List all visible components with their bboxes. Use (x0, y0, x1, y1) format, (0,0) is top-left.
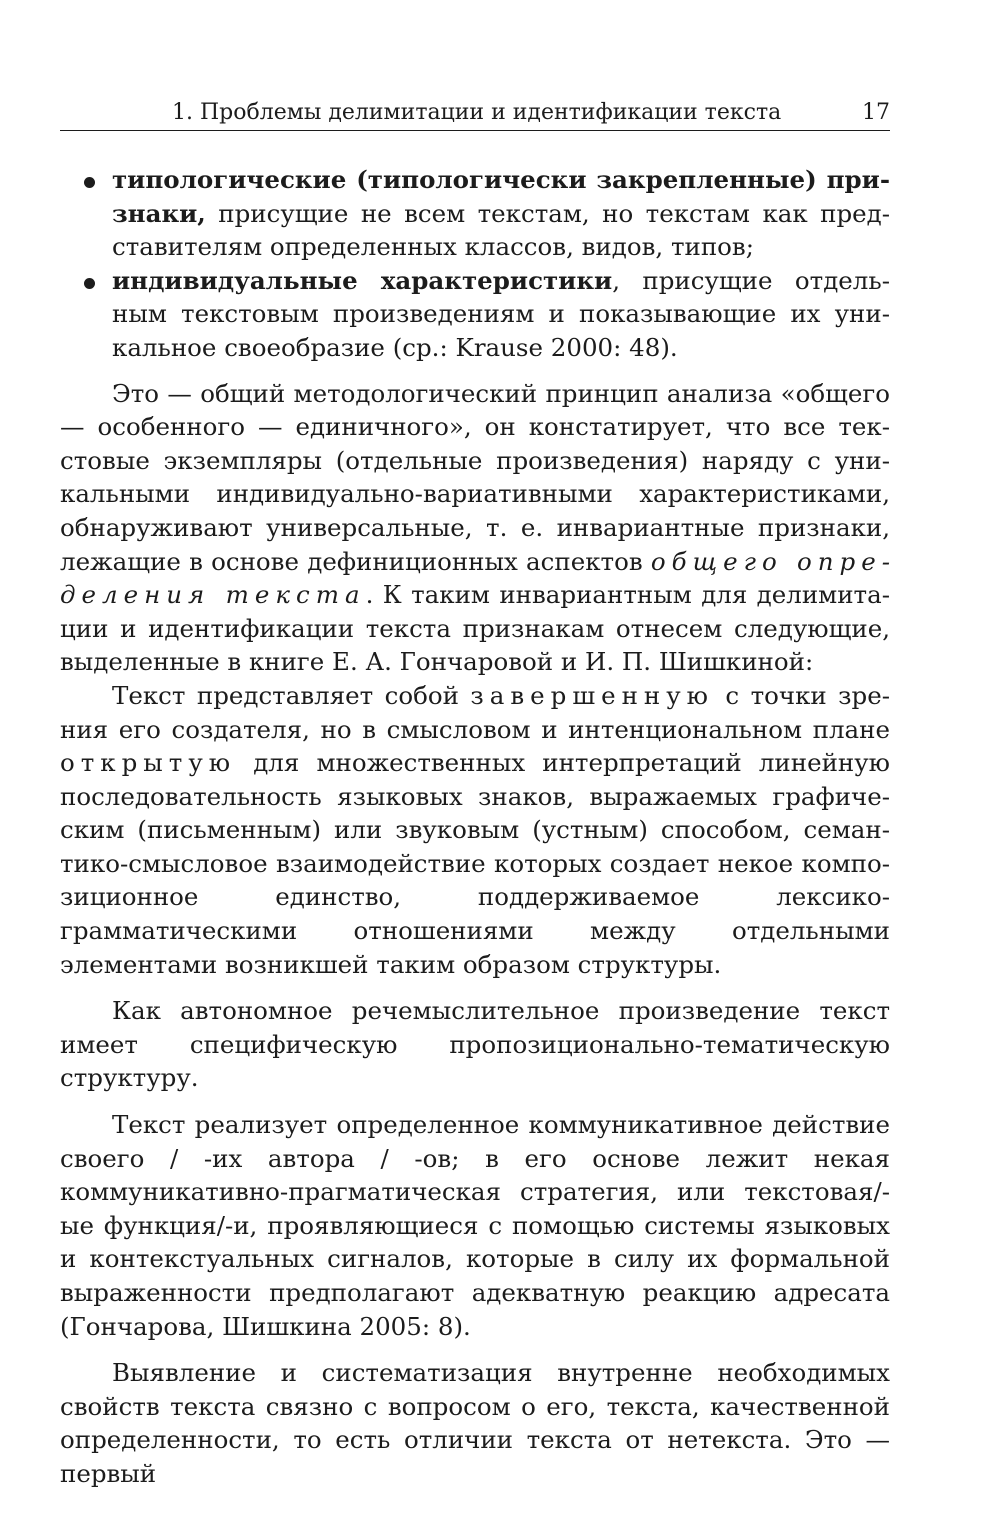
page-body (60, 163, 890, 1491)
bullet-icon (84, 177, 95, 188)
list-item (60, 264, 890, 365)
paragraph-systematization (60, 1356, 890, 1490)
bullet-term: типологические (типологически закрепленные) признаки, (112, 165, 890, 228)
paragraph-methodology (60, 377, 890, 679)
emphasis-term: завершенную (470, 680, 714, 710)
paragraph-text: с точки зрения его создателя, но в смысловом и интенциональном плане (60, 680, 890, 744)
page-number: 17 (862, 100, 890, 125)
bullet-text: , присущие отдельным текстовым произведениям и показывающие их уникальное своеобразие (ср.: Krause 2000: 48). (112, 265, 890, 362)
paragraph-text: Как автономное речемыслительное произведение текст имеет специфическую пропозиционально-тематическую структуру. (60, 996, 890, 1093)
bullet-icon (84, 278, 95, 289)
paragraph-text: Текст реализует определенное коммуникативное действие своего / -их автора / -ов; в его основе лежит некая коммуникативно-прагматическая стратегия, или текстовая/-ые функция/-и, проявляющиеся с помощью системы языковых и контекстуальных сигналов, которые в силу их формальной выраженности предполагают адекватную реакцию адресата (Гончарова, Шишкина 2005: 8). (60, 1110, 890, 1341)
bullet-term: индивидуальные характеристики (112, 265, 613, 295)
paragraph-autonomous (60, 994, 890, 1095)
paragraph-text: Выявление и систематизация внутренне необходимых свойств текста связно с вопросом о его, текста, качественной определенности, то есть отличии текста от нетекста. Это — первый (60, 1358, 890, 1488)
bullet-text: присущие не всем текстам, но текстам как представителям определенных классов, видов, типов; (112, 198, 890, 262)
book-page (60, 96, 890, 1491)
paragraph-text: для множественных интерпретаций линейную последовательность языковых знаков, выражаемых графическим (письменным) или звуковым (устным) способом, семантико-смысловое взаимодействие которых создает некое композиционное единство, поддерживаемое лексико-грамматическими отношениями между отдельными элементами возникшей таким образом структуры. (60, 748, 890, 979)
paragraph-communicative (60, 1108, 890, 1343)
running-header (60, 96, 890, 131)
paragraph-definition (60, 679, 890, 981)
list-item (60, 163, 890, 264)
paragraph-text: Текст представляет собой (112, 680, 471, 710)
paragraph-text: . К таким инвариантным для делимитации и идентификации текста признакам отнесем следующие, выделенные в книге Е. А. Гончаровой и И. П. Шишкиной: (60, 580, 890, 677)
emphasis-term: открытую (60, 748, 237, 778)
bullet-list (60, 163, 890, 365)
running-title: 1. Проблемы делимитации и идентификации текста (172, 100, 782, 125)
emphasis-term: общего определения текста (60, 546, 891, 610)
paragraph-text: Это — общий методологический принцип анализа «общего — особенного — единичного», он констатирует, что все текстовые экземпляры (отдельные произведения) наряду с уникальными индивидуально-вариативными характеристиками, обнаруживают универсальные, т. е. инвариантные признаки, лежащие в основе дефиниционных аспектов (60, 378, 890, 576)
